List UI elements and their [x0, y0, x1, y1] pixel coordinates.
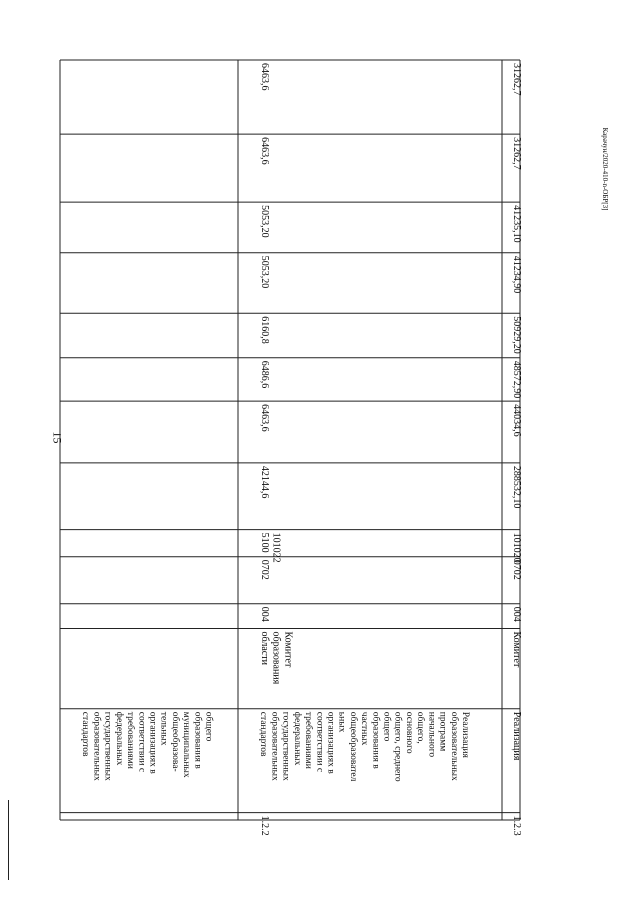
- event-name-cell: общеобразовател: [347, 711, 358, 782]
- event-name-cell: стандартов: [80, 711, 91, 757]
- section-cell: 0702: [511, 559, 522, 580]
- event-name-cell: программ: [437, 711, 448, 752]
- total-cell: 288532,10: [511, 465, 522, 509]
- margin-line: [8, 800, 9, 880]
- event-name-cell: Реализация: [511, 711, 522, 761]
- event-name-cell: образовательных: [269, 711, 280, 781]
- year-2027-cell: 6463,6: [258, 63, 270, 91]
- year-2027-cell: 31262,7: [511, 63, 522, 96]
- year-2025-cell: 41235,10: [511, 205, 522, 243]
- event-name-cell: общего: [203, 711, 214, 742]
- grbs-name-cell: области: [258, 631, 270, 665]
- event-name-cell: стандартов: [258, 711, 269, 757]
- event-name-cell: ьных: [336, 711, 347, 733]
- total-cell: 42144,6: [258, 465, 270, 499]
- year-2025-cell: 5053,20: [258, 205, 270, 238]
- year-2023-cell: 50929,20: [511, 316, 522, 354]
- grbs-code-cell: 004: [258, 606, 270, 622]
- year-2021-cell: 44034,6: [511, 404, 522, 437]
- budget-table: [60, 60, 580, 836]
- event-name-cell: требованиями: [125, 711, 136, 769]
- target-item-cell: 5100: [258, 532, 270, 553]
- target-item-cell: 101022: [270, 532, 282, 563]
- page-number: 15: [50, 431, 65, 444]
- row-number-cell: 1.2.3: [511, 815, 522, 836]
- side-note: [590, 60, 610, 290]
- event-name-cell: государственных: [102, 711, 113, 781]
- section-cell: 0702: [258, 559, 270, 580]
- event-name-cell: соответствии с: [314, 711, 325, 773]
- event-name-cell: основного: [403, 711, 414, 754]
- event-name-cell: организациях в: [325, 711, 336, 774]
- year-2024-cell: 41234,90: [511, 255, 522, 294]
- event-name-cell: Реализация: [459, 711, 470, 758]
- event-name-cell: образования в: [192, 711, 203, 769]
- event-name-cell: организациях в: [147, 711, 158, 774]
- event-name-cell: требованиями: [303, 711, 314, 769]
- grbs-name-cell: образования: [270, 631, 282, 685]
- year-2021-cell: 6463,6: [258, 404, 270, 432]
- event-name-cell: образовательных: [91, 711, 102, 781]
- event-name-cell: общего,: [415, 711, 426, 744]
- event-name-cell: начального: [426, 711, 437, 758]
- year-2026-cell: 31262,7: [511, 137, 522, 170]
- year-2022-cell: 48572,90: [511, 360, 522, 399]
- row-number-cell: 1.2.2: [258, 815, 270, 836]
- event-name-cell: соответствии с: [136, 711, 147, 773]
- year-2023-cell: 6160,8: [258, 316, 270, 344]
- year-2022-cell: 6486,6: [258, 360, 270, 389]
- event-name-cell: муниципальных: [181, 711, 192, 778]
- grbs-name-cell: Комитет: [282, 631, 294, 668]
- target-item-cell: 101020: [511, 532, 522, 563]
- event-name-cell: федеральных: [113, 711, 124, 766]
- event-name-cell: общеобразова-: [169, 711, 180, 772]
- event-name-cell: федеральных: [291, 711, 302, 766]
- grbs-name-cell: Комитет: [511, 631, 522, 668]
- event-name-cell: государственных: [280, 711, 291, 781]
- event-name-cell: общего: [381, 711, 392, 742]
- year-2026-cell: 6463,6: [258, 137, 270, 165]
- event-name-cell: частных: [359, 711, 370, 746]
- year-2024-cell: 5053,20: [258, 255, 270, 289]
- budget-table-grid: [60, 60, 580, 836]
- grbs-code-cell: 004: [511, 606, 522, 622]
- event-name-cell: образования в: [370, 711, 381, 769]
- event-name-cell: общего, среднего: [392, 711, 403, 782]
- side-note-text: Карачун/2020-410-n-ОБР[3]: [601, 127, 609, 211]
- event-name-cell: образовательных: [448, 711, 459, 781]
- event-name-cell: тельных: [158, 711, 169, 746]
